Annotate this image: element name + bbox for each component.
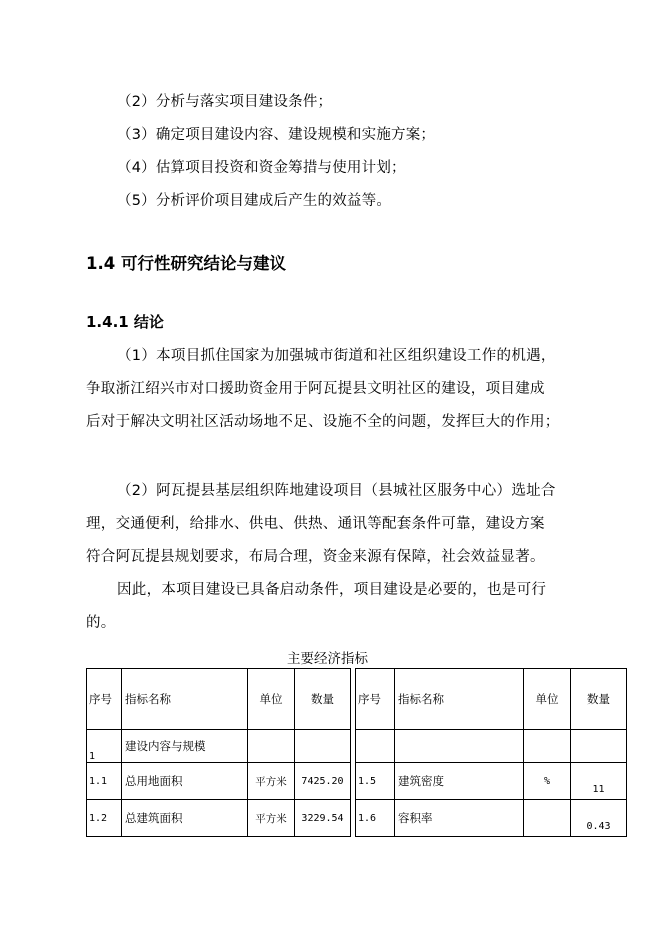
- paragraph-2-line-3: 符合阿瓦提县规划要求，布局合理，资金来源有保障，社会效益显著。: [86, 549, 545, 565]
- row-1-value: [295, 730, 351, 763]
- row-3-name-2: 容积率: [395, 800, 524, 837]
- row-2-no-2: 1.5: [356, 763, 395, 800]
- row-1-value-2: [571, 730, 627, 763]
- row-1-no-2: [356, 730, 395, 763]
- row-1-unit-2: [524, 730, 571, 763]
- section-heading: 1.4 可行性研究结论与建议: [86, 254, 286, 273]
- header-unit-2: 单位: [524, 669, 571, 730]
- row-3-value-2: 0.43: [571, 800, 627, 837]
- paragraph-1-line-2: 争取浙江绍兴市对口援助资金用于阿瓦提县文明社区的建设，项目建成: [86, 381, 545, 397]
- economic-indicators-table: [86, 668, 627, 837]
- list-item-2: （2）分析与落实项目建设条件；: [117, 94, 333, 110]
- row-2-unit: 平方米: [248, 763, 295, 800]
- row-1-name: 建设内容与规模: [122, 730, 248, 763]
- row-3-unit-2: [524, 800, 571, 837]
- paragraph-3-line-2: 的。: [86, 615, 116, 631]
- row-1-unit: [248, 730, 295, 763]
- header-name: 指标名称: [122, 669, 248, 730]
- subsection-heading: 1.4.1 结论: [86, 313, 164, 331]
- row-2-value: 7425.20: [295, 763, 351, 800]
- header-value-2: 数量: [571, 669, 627, 730]
- header-value: 数量: [295, 669, 351, 730]
- table-row: [87, 730, 627, 763]
- list-item-5: （5）分析评价项目建成后产生的效益等。: [117, 193, 392, 209]
- row-2-name: 总用地面积: [122, 763, 248, 800]
- paragraph-1-line-1: （1）本项目抓住国家为加强城市街道和社区组织建设工作的机遇，: [117, 348, 556, 364]
- table-row: [87, 763, 627, 800]
- row-3-name: 总建筑面积: [122, 800, 248, 837]
- header-unit: 单位: [248, 669, 295, 730]
- header-name-2: 指标名称: [395, 669, 524, 730]
- paragraph-2-line-1: （2）阿瓦提县基层组织阵地建设项目（县城社区服务中心）选址合: [117, 483, 556, 499]
- row-3-no-2: 1.6: [356, 800, 395, 837]
- row-2-value-2: 11: [571, 763, 627, 800]
- table-row: [87, 800, 627, 837]
- paragraph-1-line-3: 后对于解决文明社区活动场地不足、设施不全的问题，发挥巨大的作用；: [86, 414, 560, 430]
- row-2-no: 1.1: [87, 763, 122, 800]
- list-item-4: （4）估算项目投资和资金筹措与使用计划；: [117, 160, 406, 176]
- list-item-3: （3）确定项目建设内容、建设规模和实施方案；: [117, 127, 436, 143]
- paragraph-3-line-1: 因此，本项目建设已具备启动条件，项目建设是必要的，也是可行: [117, 582, 547, 598]
- row-3-no: 1.2: [87, 800, 122, 837]
- row-1-name-2: [395, 730, 524, 763]
- row-3-value: 3229.54: [295, 800, 351, 837]
- table-header-row: [87, 669, 627, 730]
- row-1-no: 1: [87, 730, 122, 763]
- header-no: 序号: [87, 669, 122, 730]
- table-caption: 主要经济指标: [287, 651, 368, 667]
- row-3-unit: 平方米: [248, 800, 295, 837]
- header-no-2: 序号: [356, 669, 395, 730]
- row-2-unit-2: %: [524, 763, 571, 800]
- paragraph-2-line-2: 理，交通便利，给排水、供电、供热、通讯等配套条件可靠，建设方案: [86, 516, 545, 532]
- row-2-name-2: 建筑密度: [395, 763, 524, 800]
